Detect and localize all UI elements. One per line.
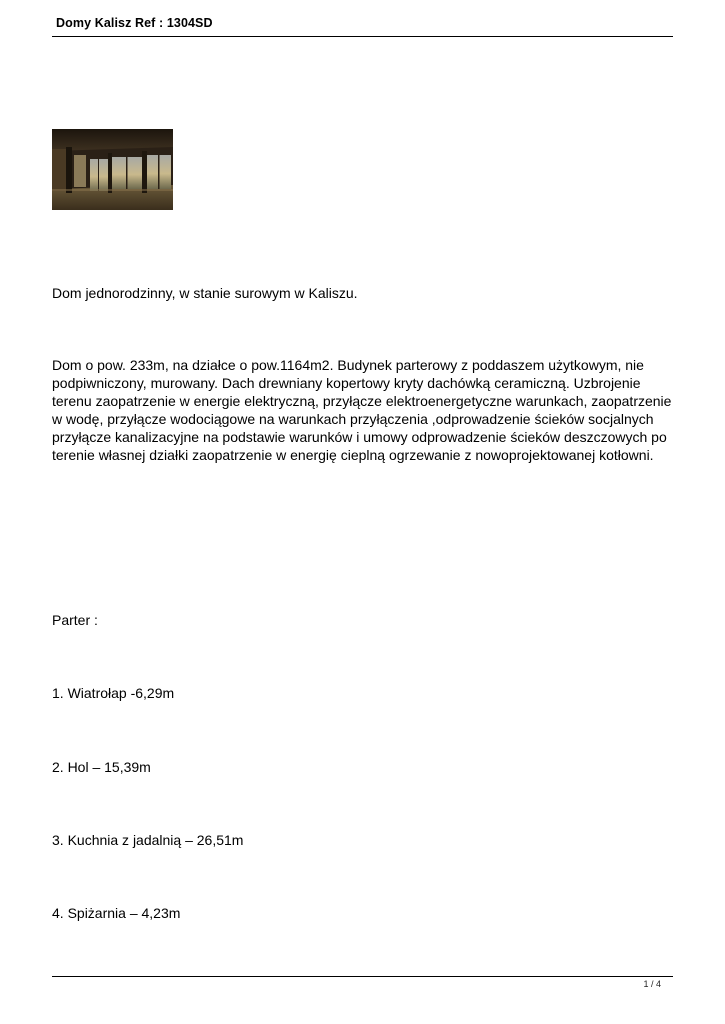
intro-paragraph: Dom jednorodzinny, w stanie surowym w Kaliszu. <box>52 285 358 301</box>
description-paragraph: Dom o pow. 233m, na działce o pow.1164m2. Budynek parterowy z poddaszem użytkowym, nie podpiwniczony, murowany. Dach drewniany kopertowy kryty dachówką ceramiczną. Uzbrojenie terenu zaopatrzenie w energie elektryczną, przyłącze elektroenergetyczne warunkach, zaopatrzenie w wodę, przyłącze wodociągowe na warunkach przyłączenia ,odprowadzenie ścieków socjalnych przyłącze kanalizacyjne na podstawie warunków i umowy odprowadzenie ścieków deszczowych po terenie własnej działki zaopatrzenie w energię cieplną ogrzewanie z nowoprojektowanej kotłowni. <box>52 357 672 463</box>
list-item: 2. Hol – 15,39m <box>52 759 151 775</box>
list-item: 4. Spiżarnia – 4,23m <box>52 905 181 921</box>
page-number: 1 / 4 <box>643 979 661 989</box>
section-title: Parter : <box>52 612 98 628</box>
list-item: 3. Kuchnia z jadalnią – 26,51m <box>52 832 244 848</box>
page-footer <box>52 976 673 989</box>
interior-photo <box>52 129 173 210</box>
interior-photo-image <box>52 129 173 210</box>
list-item: 1. Wiatrołap -6,29m <box>52 685 175 701</box>
page-title: Domy Kalisz Ref : 1304SD <box>56 16 213 30</box>
page-header <box>52 14 673 37</box>
